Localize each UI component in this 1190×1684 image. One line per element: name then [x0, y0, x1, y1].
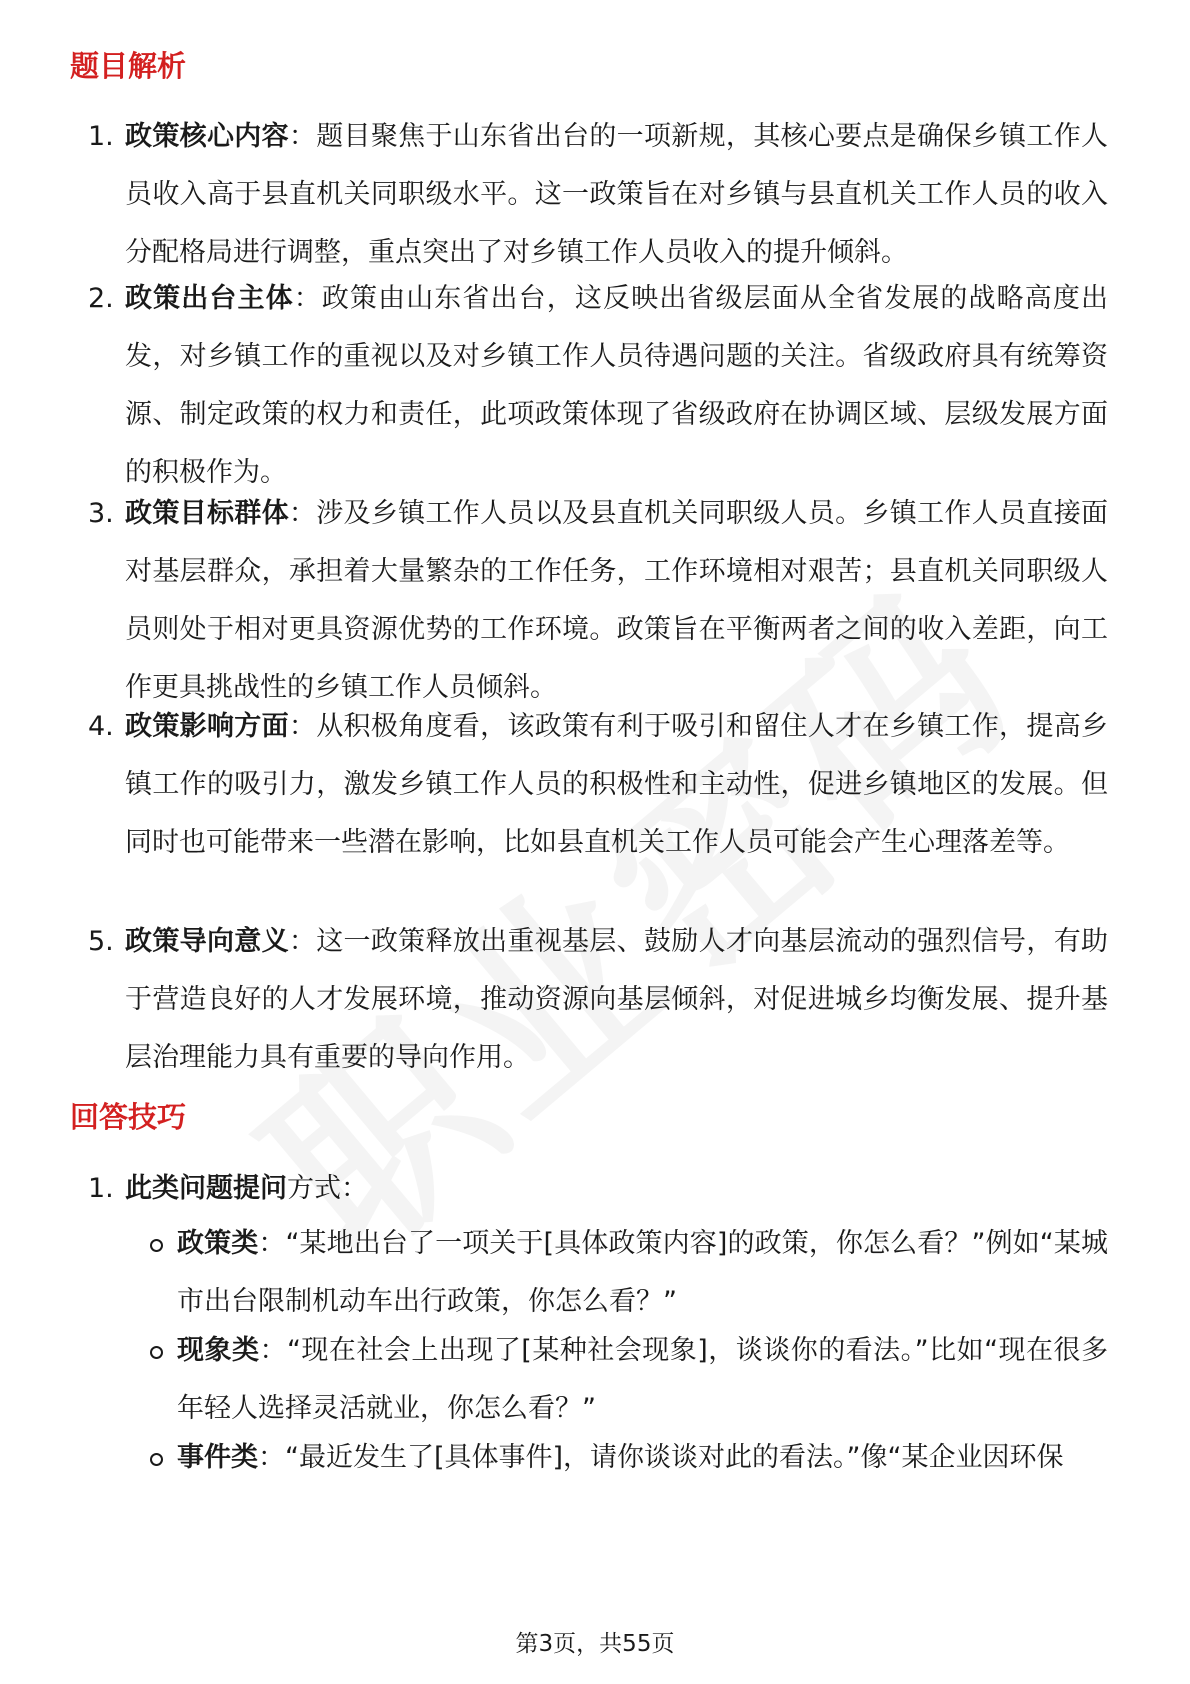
sub-item-text: [177, 1429, 1108, 1487]
list-number: 1.: [88, 121, 114, 152]
page-number: 第3页，共55页: [515, 1631, 675, 1657]
sub-list-item: [150, 1429, 1108, 1487]
bullet-circle-icon: [150, 1453, 163, 1466]
list-item-text: [125, 698, 1108, 872]
list-item-text: [125, 270, 1108, 502]
bullet-circle-icon: [150, 1239, 163, 1252]
sub-list-item: [150, 1322, 1108, 1438]
list-number: 3.: [88, 498, 114, 529]
keyword: 此类问题提问: [125, 1173, 287, 1204]
keyword: 政策类: [177, 1228, 259, 1259]
item-body: ：这一政策释放出重视基层、鼓励人才向基层流动的强烈信号，有助于营造良好的人才发展环境，推动资源向基层倾斜，对促进城乡均衡发展、提升基层治理能力具有重要的导向作用。: [125, 926, 1109, 1073]
keyword: 政策核心内容: [125, 121, 289, 152]
item-body: 方式：: [287, 1173, 368, 1204]
keyword: 政策目标群体: [125, 498, 289, 529]
list-number: 5.: [88, 926, 114, 957]
list-item: [88, 108, 1108, 282]
sub-item-text: [177, 1322, 1108, 1438]
list-item-text: [125, 1160, 1108, 1218]
list-item: [88, 485, 1108, 717]
keyword: 政策导向意义: [125, 926, 289, 957]
list-number: 4.: [88, 711, 114, 742]
sub-item-body: ：“最近发生了[具体事件]，请你谈谈对此的看法。”像“某企业因环保: [258, 1442, 1064, 1473]
section-heading-tips: 回答技巧: [70, 1100, 187, 1134]
item-body: ：题目聚焦于山东省出台的一项新规，其核心要点是确保乡镇工作人员收入高于县直机关同职级水平。这一政策旨在对乡镇与县直机关工作人员的收入分配格局进行调整，重点突出了对乡镇工作人员收入的提升倾斜。: [125, 121, 1109, 268]
list-item-text: [125, 108, 1108, 282]
sub-item-body: ：“某地出台了一项关于[具体政策内容]的政策，你怎么看？”例如“某城市出台限制机动车出行政策，你怎么看？”: [177, 1228, 1109, 1317]
list-item-text: [125, 485, 1108, 717]
list-number: 2.: [88, 283, 114, 314]
list-item-text: [125, 913, 1108, 1087]
list-item: [88, 270, 1108, 502]
sub-list-item: [150, 1215, 1108, 1331]
list-item: [88, 913, 1108, 1087]
list-number: 1.: [88, 1173, 114, 1204]
sub-item-text: [177, 1215, 1108, 1331]
keyword: 政策出台主体: [125, 283, 294, 314]
list-item: [88, 1160, 1108, 1218]
item-body: ：从积极角度看，该政策有利于吸引和留住人才在乡镇工作，提高乡镇工作的吸引力，激发乡镇工作人员的积极性和主动性，促进乡镇地区的发展。但同时也可能带来一些潜在影响，比如县直机关工作人员可能会产生心理落差等。: [125, 711, 1109, 858]
item-body: ：政策由山东省出台，这反映出省级层面从全省发展的战略高度出发，对乡镇工作的重视以及对乡镇工作人员待遇问题的关注。省级政府具有统筹资源、制定政策的权力和责任，此项政策体现了省级政府在协调区域、层级发展方面的积极作为。: [125, 283, 1109, 488]
keyword: 现象类: [177, 1335, 260, 1366]
section-heading-analysis: 题目解析: [70, 49, 187, 83]
keyword: 政策影响方面: [125, 711, 289, 742]
sub-item-body: ：“现在社会上出现了[某种社会现象]，谈谈你的看法。”比如“现在很多年轻人选择灵活就业，你怎么看？”: [177, 1335, 1109, 1424]
keyword: 事件类: [177, 1442, 258, 1473]
item-body: ：涉及乡镇工作人员以及县直机关同职级人员。乡镇工作人员直接面对基层群众，承担着大量繁杂的工作任务，工作环境相对艰苦；县直机关同职级人员则处于相对更具资源优势的工作环境。政策旨在平衡两者之间的收入差距，向工作更具挑战性的乡镇工作人员倾斜。: [125, 498, 1109, 703]
bullet-circle-icon: [150, 1346, 163, 1359]
list-item: [88, 698, 1108, 872]
